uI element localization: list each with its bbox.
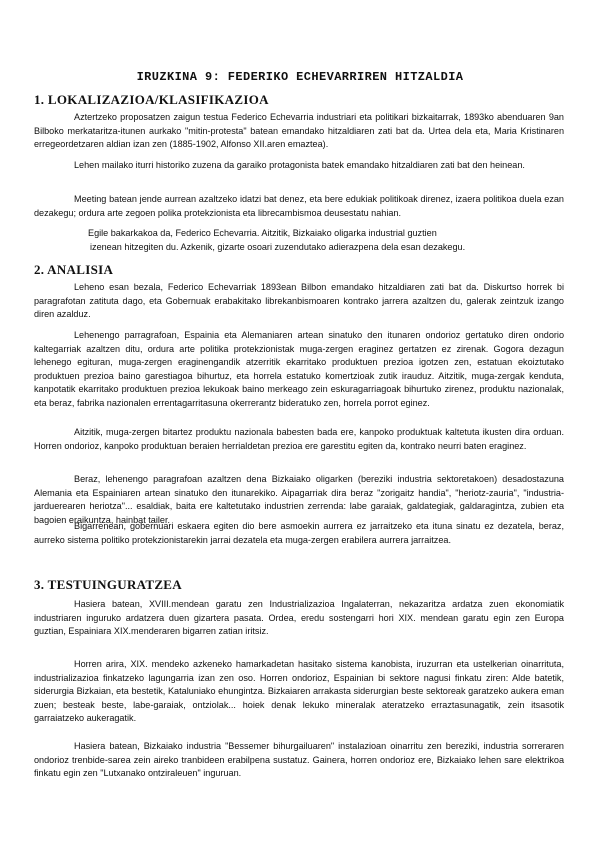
paragraph-text: Beraz, lehenengo paragrafoan azaltzen dena Bizkaiako oligarken (bereziki industria sektoretakoen) desadostazuna Alemania eta Espainiaren artean sinatuko den itunarekiko. Aipagarriak dira beraz "zorigaitz handia", "heriotz-zauria", "industria-jarduerearen heriotza"... esaldiak, baita ere kaltetutako industrien zerrenda: labe garaiak, galdategiak, galdaragintza, zubien eta bagoien eraikuntza, hainbat tailer. (34, 474, 564, 525)
paragraph-text: Lehen mailako iturri historiko zuzena da garaiko protagonista batek emandako hitzaldiaren zati bat den heinean. (74, 160, 525, 170)
paragraph-text: Aitzitik, muga-zergen bitartez produktu nazionala babesten bada ere, kanpoko produktuak kaltetuta ikusten dira orduan. Horren ondorioz, kanpoko produktuan beraien herrialdetan prezioa ere garestitu egiten da, kontrako neurri baten eraginez. (34, 427, 564, 451)
paragraph-author-note (88, 227, 548, 254)
paragraph-text: Horren arira, XIX. mendeko azkeneko hamarkadetan hasitako sistema kanobista, iruzurran eta ustelkerian oinarrituta, industrializazioa finkatzeko lagungarria izan zen oso. Horren ondorioz, Espainian bi sektore nagusi finkatu ziren: Alde batetik, siderurgia Bizkaian, eta bestetik, Kataluniako ehungintza. Bizkaiaren arrakasta siderurgian beste sektoreak garatzeko aukera eman zuen; besteak beste, labe-garaiak, ontziolak... hoiek denak lekuko mineralak ateratzeko erraztasunagatik, zein itsasotik garraiatzeko aukeragatik. (34, 659, 564, 724)
author-note-line: izenean hitzegiten du. Azkenik, gizarte osoari zuzendutako adierazpena dela esan dezakegu. (90, 241, 466, 252)
paragraph-text: Hasiera batean, XVIII.mendean garatu zen Industrializazioa Ingalaterran, nekazaritza ardatza zuen ekonomiatik industriaren inguruko ardatzera duen gizartera pasata. Ordea, eredu sostengarri hori XIX. mendean garatu egin zen Europa guztian, Espainiara XIX.menderaren bigarren zatian iritsiz. (34, 599, 564, 637)
paragraph-text: Hasiera batean, Bizkaiako industria "Bessemer bihurgailuaren" instalazioan oinarritu zen bereziki, industria sorreraren ondorioz trenbide-sarea zein aireko tranbideen erabilpena sustatuz. Gainera, horren ondorioz ere, Bizkaiako lehen sare elektrikoa finkatu egin zen "Lutxanako ontziraleuen" inguruan. (34, 741, 564, 779)
section-heading-localization: 1. LOKALIZAZIOA/KLASIFIKAZIOA (34, 92, 269, 107)
document-title: IRUZKINA 9: FEDERIKO ECHEVARRIREN HITZALDIA (136, 70, 464, 84)
paragraph-text: Meeting batean jende aurrean azaltzeko idatzi bat denez, eta bere edukiak politikoak direnez, izaera politikoa duela ezan dezakegu; ordura arte zegoen polika protekzionista eta librecambismoa deusestatu nahian. (34, 194, 564, 218)
section-heading-analysis: 2. ANALISIA (34, 262, 114, 277)
author-note-line: Egile bakarkakoa da, Federico Echevarria. Aitzitik, Bizkaiako oligarka industrial guztien (88, 228, 437, 238)
section-heading-context: 3. TESTUINGURATZEA (34, 577, 182, 592)
paragraph-text: Bigarrenean, gobernuari eskaera egiten dio bere asmoekin aurrera ez jarraitzeko eta ituna sinatu ez dezatela, beraz, aurreko sistema politiko protekzionistarekin jarrai dezatela eta muga-zergen erabilera aurrera jarraitzea. (34, 521, 564, 545)
paragraph-text: Lehenengo parragrafoan, Espainia eta Alemaniaren artean sinatuko den itunaren ondorioz gertatuko diren ondorio kaltegarriak azaltzen ditu, ordura arte politika protekzionistak muga-zergen eraginez gertatzen ez zirenak. Gogora dezagun lehenego egituran, muga-zergen eraginengandik atzerritik ekarritako produktuen prezioa igotzen zen, estatuan ekoiztutako produktuen prezioa baino garestiagoa bihurtuz, eta horrela estatuko komertzioak zutik irauduz. Aitzitik, muga-zergak kenduta, kanpotatik ekarritako produktuen prezioa lekukoak baino merkeago zein eskuragarriagoak bihurtuko zirenez, produktu nazionalak, eta beraz, fabrika nazionalen errentagarritasuna okerrerantz bideratuko zen, horrela porrot eginez. (34, 330, 564, 408)
paragraph-text: Aztertzeko proposatzen zaigun testua Federico Echevarria industriari eta politikari bizkaitarrak, 1893ko abenduaren 9an Bilboko merkataritza-itunen aurkako "mitin-protesta" batean emandako hitzaldiaren zati bat da. Urtea dela eta, Maria Kristinaren erregeordetzaren aldian izan zen (1885-1902, Alfonso XII.aren emaztea). (34, 112, 564, 150)
paragraph-text: Leheno esan bezala, Federico Echevarriak 1893ean Bilbon emandako hitzaldiaren zati bat da. Diskurtso horrek bi paragrafotan zatituta dago, eta Gobernuak erabakitako librekanbismoaren kontrako jarrera azaltzen du, galerak zeintzuk izango diren azalduz. (34, 282, 564, 320)
